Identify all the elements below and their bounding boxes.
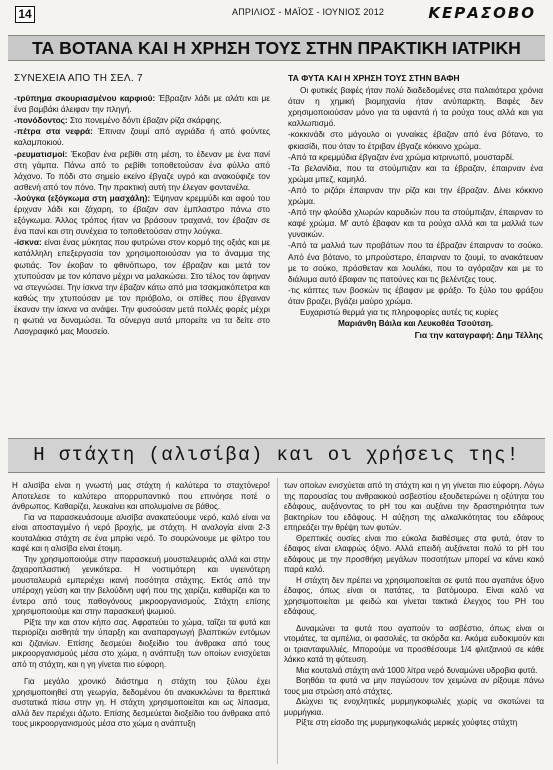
article2-title: Η στάχτη (αλισίβα) και οι χρήσεις της! [8,438,545,473]
dye-paragraph: -τις κάπτες των βοσκών τις έβαφαν με φράξο. Το ξύλο του φράξου όταν βραζει, βγάζει μαύρο χρώμα. [288,285,543,306]
dyes-list [288,85,543,307]
article1-left-column [14,73,270,337]
dye-paragraph: -Από το ριζάρι έπαιρναν την ρίζα και την έβραζαν. Δίνει κόκκινο χρώμα. [288,185,543,207]
article2-right-column [284,481,544,729]
dye-paragraph: Οι φυτικές βαφές ήταν πολύ διαδεδομένες στα παλαιότερα χρόνια όταν η χημική βιομηχανία ήταν ανύπαρκτη. Βαφές δεν χρησιμοποιούσαν μόνο για τα υφαντά ή τα ρούχα τους αλλά και για καλλωπισμό. [288,86,543,129]
dye-paragraph: -Τα βελανίδια, που τα στούμπιζαν και τα έβραζαν, έπαιρναν ένα χρώμα μπεζ, καμηλό. [288,163,543,184]
continued-note: ΣΥΝΕΧΕΙΑ ΑΠΟ ΤΗ ΣΕΛ. 7 [14,73,143,84]
page-number: 14 [15,6,35,23]
ash-paragraph: Βοηθάει τα φυτά να μην παγώσουν τον χειμώνα αν ρίξουμε πάνω τους μια στρώση από στάχτες. [284,676,544,696]
remedy-item [14,93,270,115]
remedy-item [14,193,270,237]
ash-paragraph: Για να παρασκευάσουμε αλισίβα ανακατεύουμε νερό, καλό είναι να είναι αποσταγμένο ή νερό βροχής, με στάχτη. Η αναλογία είναι 2-3 κουταλάκια στάχτη σε ένα μπρίκι νερό. Το σουρώνουμε με φίλτρο του καφέ και η αλισίβα είναι έτοιμη. [12,512,270,553]
ash-paragraph: Ρίξτε την και στον κήπο σας. Αφρατεύει το χώμα, ταΐζει τα φυτά και περιορίζει αισθητά την ύπαρξη και αναπαραγωγή βλαπτικών εντόμων και ζιζανίων. Επίσης δεσμεύει διοξείδιο του άνθρακα από τους μικροοργανισμούς μέσα στο χώμα, η ανάπτυξη των οποίων ενισχύεται από τη στάχτη, και η γη γίνεται πιο εύφορη. [12,617,270,669]
ash-paragraph: Η στάχτη δεν πρέπει να χρησιμοποιείται σε φυτά που αγαπάνε όξινο έδαφος, όπως είναι οι πατάτες, τα βατόμουρα. Είναι καλό να χρησιμοποιείται με φειδώ και γίνεται τακτικά έλεγχος του PH του εδάφους. [284,575,544,616]
article1-credit: Για την καταγραφή: Δημ Τέλλης [414,330,543,341]
thanks-names: Μαριάνθη Βάιλα και Λευκοθέα Τσούτση. [337,319,494,329]
remedy-heading: -πονόδοντος: [14,116,68,126]
remedy-heading: -ρευματισμοί: [14,149,68,159]
ash-paragraph: Την χρησιμοποιούμε στην παρασκευή μουσταλευριάς αλλά και στην ζαχαροπλαστική γενικότερα. Η νοστιμότερη και υγιεινότερη μουσταλευριά εμπεριέχει ικανή ποσότητα στάχτης. Εκτός από την υπέροχη γεύση και την βελούδινη υφή που της χαρίζει, καθαρίζει και το έντερο από τους παθογόνους μικροοργανισμούς. Στάχτη επίσης χρησιμοποιούμε και στην παρασκευή ψωμιού. [12,554,270,616]
article2-left-column [12,481,270,730]
dye-paragraph: -Από τα μαλλιά των προβάτων που τα έβραζαν έπαιρναν το σούκο. Από ένα βότανο, το μπρούστερο, έπαιρναν το ζουμί, το ανακάτευαν με το σούκο, πρόσθεταν και λουλάκι, που το αγόραζαν και με το διάλυμα αυτό έβαφαν τις πατούνες και τις βελέντζες τους. [288,241,543,284]
article1-title: ΤΑ ΒΟΤΑΝΑ ΚΑΙ Η ΧΡΗΣΗ ΤΟΥΣ ΣΤΗΝ ΠΡΑΚΤΙΚΗ ΙΑΤΡΙΚΗ [8,35,545,61]
ash-paragraph: Θρεπτικές ουσίες είναι πιο εύκολα διαθέσιμες στα φυτά, όταν το έδαφος είναι ελαφρώς όξινο. Αλλά επειδή αυξάνεται πολύ το pH του εδάφους με την προσθήκη μεγάλων ποσοτήτων μπορεί να κάνει κακό παρά καλό. [284,533,544,574]
remedy-item [14,149,270,193]
dyes-subtitle: ΤΑ ΦΥΤΑ ΚΑΙ Η ΧΡΗΣΗ ΤΟΥΣ ΣΤΗΝ ΒΑΦΗ [288,73,460,83]
remedy-item [14,115,270,126]
remedy-heading: -λούγκα (εξόγκωμα στη μασχάλη): [14,193,151,203]
page-header [8,0,545,22]
remedy-text: Έκοβαν ένα ρεβίθι στη μέση, το έδεναν με ένα πανί στη γάμπα. Πάνω από το ρεβίθι τοποθετούσαν ένα φύλλο από λάχανο. Το πόδι στο σημείο εκείνο έβγαζε υγρό και ανακούφιζε τον ασθενή από τον πόνο. Την πρακτική αυτή την έλεγαν φοντανέλα. [14,149,270,192]
remedy-text: Έπιναν ζουμί από αγριάδα ή από φούντες καλαμποκιού. [14,127,270,148]
remedy-text: Στο πονεμένο δόντι έβαζαν ρίζα σκάρφης. [67,116,222,126]
newspaper-logo: ΚΕΡΑΣΟΒΟ [428,4,536,22]
ash-paragraph: Μια κουταλιά στάχτη ανά 1000 λίτρα νερό δυναμώνει υδροβια φυτά. [296,665,538,675]
remedy-item [14,237,270,337]
remedy-text: Έβραζαν λάδι με αλάτι και με ένα βαμβάκι άλειφαν την πληγή. [14,94,270,115]
thanks-text: Ευχαριστώ θερμά για τις πληροφορίες αυτές τις κυρίες [300,307,499,317]
article1-right-column [288,73,543,341]
dye-paragraph: -κοκκινάδι στο μάγουλο οι γυναίκες έβαζαν από ένα βότανο, το φκιασίδι, που όταν το έτριβαν έβγαζε κόκκινο χρώμα. [288,130,543,151]
ash-paragraph: Ρίξτε στη είσοδο της μυρμηγκοφωλιάς μερικές χούφτες στάχτη [296,718,518,727]
remedy-text: Έψηναν κρεμμύδι και αφού του έριχναν λάδι και ζάχαρη, το έβαζαν σαν έμπλαστρο πάνω στο εξόγκωμα. Άλλος τρόπος ήταν να βράσουν τραχανά, τον έβαζαν σε ένα πανί και στη συνέχεια το τοποθετούσαν στην λούγκα. [14,193,270,237]
remedies-list [14,93,270,337]
ash-paragraph: Για μεγάλο χρονικό διάστημα η στάχτη του ξύλου έχει χρησιμοποιηθεί στη γεωργία, δεδομένου ότι ανακυκλώνει τα θρεπτικά συστατικά πίσω στην γη. Η στάχτη χρησιμοποιείται και ως λίπασμα, αλλά δεν περιέχει άζωτο. Επίσης δεσμεύεται διοξείδιο του άνθρακα από τους μικροοργανισμούς μέσα στο χώμα η ανάπτυξη [12,677,270,728]
remedy-heading: -ίσκνα: [14,238,42,248]
column-divider [277,478,278,764]
dye-paragraph: -Από την φλούδα χλωρών καρυδιών που τα στούμπιζαν, έπαιρναν το καφέ χρώμα. Μ' αυτό έβαφαν και τα ρούχα αλλά και τα μαλλιά των γυναικών. [288,208,543,240]
remedy-heading: -πέτρα στα νεφρά: [14,127,93,137]
ash-paragraph: Δυναμώνει τα φυτά που αγαπούν το ασβέστιο, όπως είναι οι ντομάτες, τα αμπέλια, οι φασολιές, τα σκόρδα κα. Ακόμα ευδοκιμούν και οι τριανταφυλλιές. Μπορούμε να προσθέσουμε 1/4 φλιτζανιού σε κάθε λάκκο κατά τη φύτευση. [284,623,544,664]
remedy-heading: -τρύπημα σκουριασμένου καρφιού: [14,94,156,104]
remedy-item [14,126,270,148]
ash-paragraph: των οποίων ενισχύεται από τη στάχτη και η γη γίνεται πιο εύφορη. Λόγω της παρουσίας του ανθρακικού ασβεστίου εξουδετερώνει η οξύτητα του εδάφους, αυξάνοντας το pH του και αυξάνει την δραστηριότητα των βακτηρίων του εδάφους. Η αύξηση της αλκαλικότητας του εδάφους επηρεάζει την θρέψη των φυτών. [284,481,544,532]
issue-date: ΑΠΡΙΛΙΟΣ - ΜΑΪΟΣ - ΙΟΥΝΙΟΣ 2012 [232,7,385,17]
ash-paragraph: Η αλισίβα είναι η γνωστή μας στάχτη ή καλύτερα το σταχτόνερο! Αποτελεσε το καλύτερο απορρυπαντικό που επινόησε ποτέ ο άνθρωπος. Καθαρίζει, λευκαίνει και απολυμαίνει σε βάθος. [12,481,270,511]
ash-paragraph: Διώχνει τις ενοχλητικές μυρμηγκοφωλιές χωρίς να σκοτώνει τα μυρμήγκια. [284,697,544,717]
remedy-text: είναι ένας μύκητας που φυτρώνει στον κορμό της οξιάς και με κατάλληλη επεξεργασία τον χρησιμοποιούσαν για το άναμμα της φωτιάς. Τον έκοβαν το φθινόπωρο, τον έβραζαν και μετά τον χτυπούσαν με τον κόπανο μέχρι να μαλακώσει. Στο τέλος τον άφηναν να στεγνώσει. Την ίσκνα την έβαζαν κάτω από μια τσακμακόπετρα και καθώς την χτυπούσαν με τον πριόβολο, οι σπίθες που έβγαιναν έκαναν την ίσκνα να ανάψει. Την φυσούσαν μετά πολλές φορές μέχρι η φωτιά να δυναμώσει. Τα σύνεργα αυτά μπορείτε να τα δείτε στο Λαογραφικό μας Μουσείο. [14,238,270,337]
dye-paragraph: -Από τα κρεμμύδια έβγαζαν ένα χρώμα κιτρινωπό, μουσταρδί. [288,152,515,162]
